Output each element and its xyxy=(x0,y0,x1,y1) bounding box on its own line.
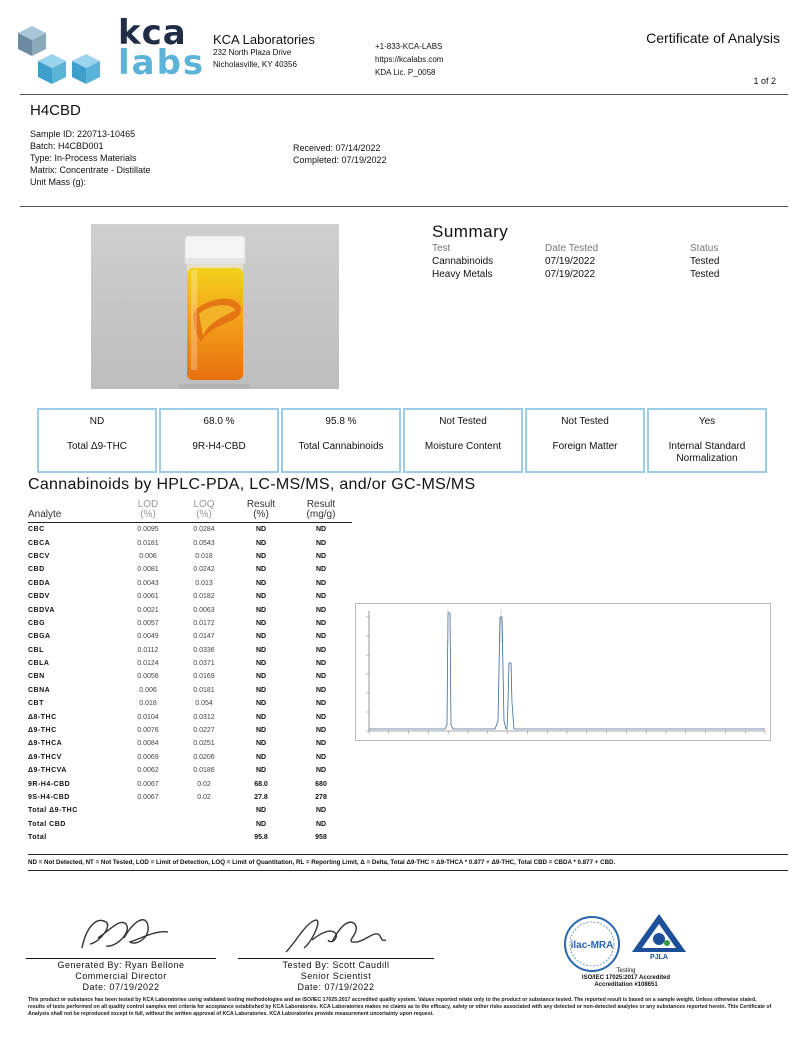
loq-cell: 0.0543 xyxy=(193,539,215,547)
loq-cell: 0.0371 xyxy=(193,660,215,668)
sample-photo xyxy=(91,224,339,389)
card-value: 68.0 % xyxy=(203,416,235,427)
matrix: Matrix: Concentrate - Distillate xyxy=(30,165,151,175)
result-pct-cell: ND xyxy=(255,700,267,708)
sample-meta xyxy=(30,128,151,188)
cannabinoids-table-body xyxy=(28,523,352,845)
result-mg-cell: ND xyxy=(315,740,327,748)
generated-by-block xyxy=(26,960,216,993)
result-pct-cell: ND xyxy=(255,593,267,601)
card-total-cannabinoids xyxy=(281,408,401,473)
analyte-cell: CBL xyxy=(28,646,44,654)
result-mg-cell: ND xyxy=(315,606,327,614)
cube-icon xyxy=(38,54,66,84)
table-row xyxy=(28,657,352,670)
pjla-sub: Testing xyxy=(616,968,636,974)
result-mg-cell: ND xyxy=(315,579,327,587)
result-pct-cell: ND xyxy=(255,539,267,547)
info-divider xyxy=(20,206,788,207)
result-mg-cell: ND xyxy=(315,633,327,641)
col-result-pct: Result (%) xyxy=(246,499,276,520)
loq-cell: 0.0169 xyxy=(193,673,215,681)
tested-by: Tested By: Scott Caudill xyxy=(282,960,390,970)
sample-dates xyxy=(293,142,387,166)
generated-by: Generated By: Ryan Bellone xyxy=(57,960,185,970)
signature-line xyxy=(26,958,216,959)
signature-scott-caudill xyxy=(282,912,392,958)
result-mg-cell: ND xyxy=(315,727,327,735)
result-mg-cell: ND xyxy=(315,807,327,815)
loq-cell: 0.0227 xyxy=(193,727,215,735)
unit-mass: Unit Mass (g): xyxy=(30,177,87,187)
summary-panel xyxy=(432,222,732,281)
lod-cell: 0.0084 xyxy=(137,740,159,748)
summary-test: Heavy Metals xyxy=(432,269,493,280)
table-row xyxy=(28,831,352,844)
lod-cell: 0.0181 xyxy=(137,539,159,547)
lod-cell: 0.0057 xyxy=(137,619,159,627)
col-analyte: Analyte xyxy=(28,509,62,520)
lod-cell: 0.006 xyxy=(139,686,157,694)
analyte-cell: CBDA xyxy=(28,579,51,587)
summary-test: Cannabinoids xyxy=(432,256,494,267)
table-row xyxy=(28,764,352,777)
pjla-logo xyxy=(628,912,690,962)
summary-header-test: Test xyxy=(432,243,451,254)
table-row xyxy=(28,777,352,790)
result-pct-cell: ND xyxy=(255,673,267,681)
result-mg-cell: ND xyxy=(315,713,327,721)
tested-date: Date: 07/19/2022 xyxy=(297,982,375,992)
loq-cell: 0.0206 xyxy=(193,753,215,761)
summary-title: Summary xyxy=(432,222,509,241)
website-link[interactable]: https://kcalabs.com xyxy=(375,55,444,64)
summary-table xyxy=(432,242,719,281)
analyte-cell: 9R-H4-CBD xyxy=(28,780,71,788)
cube-icon xyxy=(18,26,46,56)
tested-by-block xyxy=(238,960,434,993)
summary-row xyxy=(432,255,719,268)
result-pct-cell: ND xyxy=(255,820,267,828)
result-pct-cell: 27.8 xyxy=(254,794,268,801)
table-row xyxy=(28,603,352,616)
phone: +1-833-KCA-LABS xyxy=(375,42,443,51)
signature-ryan-bellone xyxy=(76,908,176,958)
table-row xyxy=(28,710,352,723)
lod-cell xyxy=(120,804,176,817)
loq-cell: 0.0147 xyxy=(193,633,215,641)
loq-cell: 0.0242 xyxy=(193,566,215,574)
table-row xyxy=(28,724,352,737)
pjla-text: PJLA xyxy=(650,954,668,961)
logo-labs: labs xyxy=(118,43,206,83)
result-pct-cell: ND xyxy=(255,566,267,574)
loq-cell: 0.02 xyxy=(197,794,211,801)
loq-cell xyxy=(176,804,232,817)
analyte-cell: Δ9-THC xyxy=(28,727,57,735)
completed-date: Completed: 07/19/2022 xyxy=(293,155,387,165)
result-mg-cell: ND xyxy=(315,700,327,708)
lod-cell: 0.0067 xyxy=(137,780,159,788)
card-moisture xyxy=(403,408,523,473)
lod-cell xyxy=(120,818,176,831)
col-lod: LOD (%) xyxy=(137,499,159,520)
lod-cell: 0.0062 xyxy=(137,767,159,775)
table-row xyxy=(28,617,352,630)
lab-contact xyxy=(375,40,443,79)
table-row xyxy=(28,536,352,549)
summary-header-date: Date Tested xyxy=(545,243,599,254)
loq-cell xyxy=(176,831,232,844)
page-number: 1 of 2 xyxy=(753,76,776,86)
result-pct-cell: ND xyxy=(255,660,267,668)
result-pct-cell: ND xyxy=(255,552,267,560)
summary-date: 07/19/2022 xyxy=(545,256,596,267)
table-row xyxy=(28,563,352,576)
summary-header-status: Status xyxy=(690,243,719,254)
chromatogram xyxy=(355,603,771,741)
result-pct-cell: 95.8 xyxy=(254,834,268,842)
analyte-cell: CBCA xyxy=(28,539,51,547)
iso-accredited: ISO/IEC 17025:2017 Accredited xyxy=(581,975,671,981)
analyte-cell: CBCV xyxy=(28,552,50,560)
card-label: Total Δ9-THC xyxy=(66,441,128,452)
lod-cell: 0.0067 xyxy=(137,794,159,801)
result-mg-cell: ND xyxy=(315,526,327,534)
summary-header-row xyxy=(432,242,719,255)
tested-role: Senior Scientist xyxy=(300,971,372,981)
result-pct-cell: ND xyxy=(255,767,267,775)
result-pct-cell: ND xyxy=(255,740,267,748)
table-row xyxy=(28,550,352,563)
result-mg-cell: ND xyxy=(315,820,327,828)
loq-cell: 0.0186 xyxy=(193,767,215,775)
kca-logo-cubes xyxy=(18,24,114,88)
loq-cell: 0.054 xyxy=(195,700,213,708)
table-row xyxy=(28,697,352,710)
loq-cell: 0.0312 xyxy=(193,713,215,721)
table-row xyxy=(28,737,352,750)
result-pct-cell: ND xyxy=(255,807,267,815)
footnote: ND = Not Detected, NT = Not Tested, LOD = Limit of Detection, LOQ = Limit of Quantitation, RL = Reporting Limit, Δ = Delta, Total Δ9-THC = Δ9-THCA * 0.877 + Δ9-THC, Total CBD = CBDA * 0.877 + CBD. xyxy=(28,854,788,871)
result-mg-cell: ND xyxy=(315,660,327,668)
analyte-cell: CBD xyxy=(28,566,45,574)
analyte-cell: Δ9-THCVA xyxy=(28,767,67,775)
loq-cell: 0.013 xyxy=(195,579,213,587)
table-header-row xyxy=(28,500,352,523)
logo-kca: kca xyxy=(118,13,187,53)
lod-cell: 0.006 xyxy=(139,552,157,560)
lod-cell: 0.0076 xyxy=(137,727,159,735)
table-row xyxy=(28,590,352,603)
loq-cell: 0.018 xyxy=(195,552,213,560)
card-value: Not Tested xyxy=(439,416,487,427)
analyte-cell: Total Δ9-THC xyxy=(28,807,78,815)
table-row xyxy=(28,791,352,804)
col-result-mg: Result (mg/g) xyxy=(306,499,336,520)
result-mg-cell: ND xyxy=(315,673,327,681)
cube-icon xyxy=(72,54,100,84)
ilac-text: ilac-MRA xyxy=(570,940,614,951)
summary-status: Tested xyxy=(690,269,720,280)
lod-cell: 0.0069 xyxy=(137,753,159,761)
analyte-cell: CBN xyxy=(28,673,45,681)
lod-cell: 0.0056 xyxy=(137,673,159,681)
cannabinoids-title: Cannabinoids by HPLC-PDA, LC-MS/MS, and/or GC-MS/MS xyxy=(28,476,476,493)
result-mg-cell: ND xyxy=(315,686,327,694)
analyte-cell: CBC xyxy=(28,526,45,534)
result-pct-cell: ND xyxy=(255,686,267,694)
cannabinoids-table xyxy=(28,500,352,844)
result-pct-cell: ND xyxy=(255,579,267,587)
card-label: Moisture Content xyxy=(424,441,502,452)
table-row xyxy=(28,684,352,697)
lod-cell: 0.0081 xyxy=(137,566,159,574)
lod-cell: 0.0095 xyxy=(137,526,159,534)
address-line-1: 232 North Plaza Drive xyxy=(213,48,292,57)
loq-cell xyxy=(176,818,232,831)
lod-cell: 0.0124 xyxy=(137,660,159,668)
result-mg-cell: ND xyxy=(315,646,327,654)
accreditation-text xyxy=(566,968,686,989)
analyte-cell: Total CBD xyxy=(28,820,66,828)
card-value: Yes xyxy=(698,416,716,427)
analyte-cell: Δ9-THCA xyxy=(28,740,63,748)
analyte-cell: CBDVA xyxy=(28,606,55,614)
table-row xyxy=(28,751,352,764)
sample-id: Sample ID: 220713-10465 xyxy=(30,129,136,139)
loq-cell: 0.0336 xyxy=(193,646,215,654)
license: KDA Lic. P_0058 xyxy=(375,68,436,77)
table-row xyxy=(28,577,352,590)
summary-date: 07/19/2022 xyxy=(545,269,596,280)
analyte-cell: CBT xyxy=(28,700,44,708)
lod-cell: 0.0021 xyxy=(137,606,159,614)
loq-cell: 0.0172 xyxy=(193,619,215,627)
summary-status: Tested xyxy=(690,256,720,267)
lod-cell: 0.0061 xyxy=(137,593,159,601)
col-loq: LOQ (%) xyxy=(193,499,215,520)
result-mg-cell: ND xyxy=(315,593,327,601)
address-line-2: Nicholasville, KY 40356 xyxy=(213,60,297,69)
header-divider xyxy=(20,94,788,95)
analyte-cell: Δ9-THCV xyxy=(28,753,62,761)
card-total-d9-thc xyxy=(37,408,157,473)
table-row xyxy=(28,644,352,657)
analyte-cell: CBGA xyxy=(28,633,51,641)
summary-row xyxy=(432,268,719,281)
result-mg-cell: ND xyxy=(315,767,327,775)
document-title: Certificate of Analysis xyxy=(646,30,780,46)
result-pct-cell: ND xyxy=(255,619,267,627)
card-label: Internal Standard Normalization xyxy=(668,441,746,464)
result-mg-cell: 680 xyxy=(315,780,327,788)
batch: Batch: H4CBD001 xyxy=(30,141,104,151)
card-label: Total Cannabinoids xyxy=(298,441,384,452)
card-foreign-matter xyxy=(525,408,645,473)
kca-logo-text xyxy=(118,13,206,83)
table-row xyxy=(28,818,352,831)
loq-cell: 0.02 xyxy=(197,780,211,788)
result-mg-cell: 958 xyxy=(315,834,327,842)
generated-role: Commercial Director xyxy=(75,971,167,981)
result-mg-cell: 278 xyxy=(315,794,327,801)
analyte-cell: Total xyxy=(28,834,47,842)
lod-cell: 0.0049 xyxy=(137,633,159,641)
result-pct-cell: 68.0 xyxy=(254,780,268,788)
lod-cell: 0.0104 xyxy=(137,713,159,721)
generated-date: Date: 07/19/2022 xyxy=(82,982,160,992)
table-row xyxy=(28,523,352,537)
loq-cell: 0.0284 xyxy=(193,526,215,534)
result-pct-cell: ND xyxy=(255,727,267,735)
loq-cell: 0.0251 xyxy=(193,740,215,748)
card-internal-standard xyxy=(647,408,767,473)
result-mg-cell: ND xyxy=(315,753,327,761)
result-pct-cell: ND xyxy=(255,713,267,721)
loq-cell: 0.0181 xyxy=(193,686,215,694)
card-label: 9R-H4-CBD xyxy=(192,441,246,452)
analyte-cell: CBNA xyxy=(28,686,51,694)
result-mg-cell: ND xyxy=(315,552,327,560)
analyte-cell: CBG xyxy=(28,619,46,627)
lod-cell xyxy=(120,831,176,844)
card-value: 95.8 % xyxy=(325,416,357,427)
lod-cell: 0.018 xyxy=(139,700,157,708)
sample-type: Type: In-Process Materials xyxy=(30,153,137,163)
card-value: Not Tested xyxy=(561,416,609,427)
lod-cell: 0.0043 xyxy=(137,579,159,587)
result-pct-cell: ND xyxy=(255,526,267,534)
analyte-cell: Δ8-THC xyxy=(28,713,57,721)
sample-name: H4CBD xyxy=(30,102,81,119)
result-pct-cell: ND xyxy=(255,606,267,614)
table-row xyxy=(28,630,352,643)
received-date: Received: 07/14/2022 xyxy=(293,143,381,153)
card-value: ND xyxy=(89,416,105,427)
card-9r-h4-cbd xyxy=(159,408,279,473)
lod-cell: 0.0112 xyxy=(137,646,159,654)
card-label: Foreign Matter xyxy=(552,441,618,452)
result-mg-cell: ND xyxy=(315,619,327,627)
signature-line xyxy=(238,958,434,959)
result-cards xyxy=(37,408,767,471)
analyte-cell: CBLA xyxy=(28,660,50,668)
analyte-cell: CBDV xyxy=(28,593,50,601)
result-mg-cell: ND xyxy=(315,539,327,547)
analyte-cell: 9S-H4-CBD xyxy=(28,794,70,801)
loq-cell: 0.0182 xyxy=(193,593,215,601)
table-row xyxy=(28,804,352,817)
result-mg-cell: ND xyxy=(315,566,327,574)
result-pct-cell: ND xyxy=(255,646,267,654)
accreditation-number: Accreditation #108651 xyxy=(594,982,658,988)
table-row xyxy=(28,670,352,683)
result-pct-cell: ND xyxy=(255,633,267,641)
loq-cell: 0.0063 xyxy=(193,606,215,614)
lab-address xyxy=(213,34,315,71)
lab-name: KCA Laboratories xyxy=(213,32,315,47)
result-pct-cell: ND xyxy=(255,753,267,761)
disclaimer: This product or substance has been tested by KCA Laboratories using validated testing methodologies and an ISO/IEC 17025:2017 accredited quality system. Values reported relate only to the product or substance tested. The reported result is based on a sample weight. Unless otherwise stated, results of tests performed on all quality control samples met criteria for acceptance established by KCA Laboratories. KCA Laboratories makes no claims as to the efficacy, safety or other risks associated with any detected or non-detected analytes or any substances reported herein. This Certificate of Analysis shall not be reproduced except in full, without the written approval of KCA Laboratories. KCA Laboratories provide measurement uncertainty upon request. xyxy=(28,997,772,1017)
